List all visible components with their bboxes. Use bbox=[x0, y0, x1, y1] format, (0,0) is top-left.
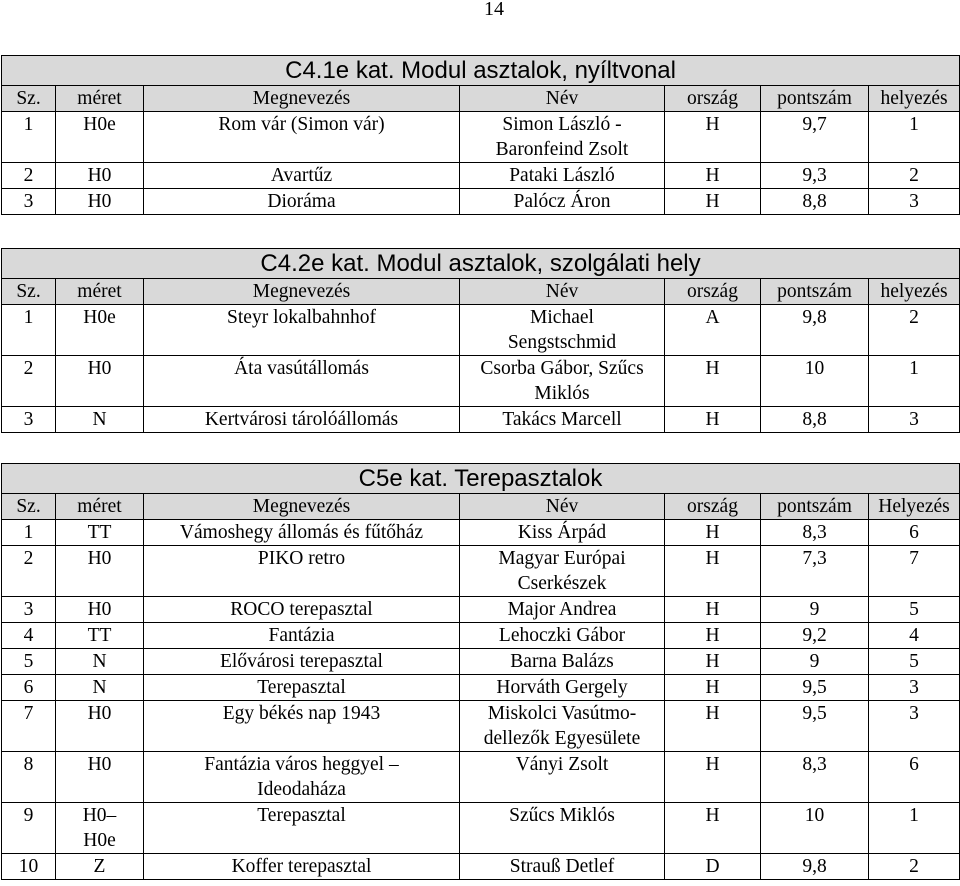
cell-megnevezes bbox=[144, 854, 460, 880]
column-header: Név bbox=[460, 494, 665, 520]
cell-nev-line: Miskolci Vasútmo- bbox=[487, 703, 637, 724]
cell-megnevezes-line: Fantázia bbox=[268, 625, 335, 646]
cell-meret bbox=[56, 803, 144, 854]
column-header: méret bbox=[56, 86, 144, 112]
results-table-c4-2e bbox=[1, 248, 960, 433]
cell-helyezes: 3 bbox=[869, 407, 960, 433]
column-header: helyezés bbox=[869, 279, 960, 305]
cell-pontszam: 8,3 bbox=[761, 752, 869, 803]
cell-megnevezes bbox=[144, 803, 460, 854]
cell-orszag: H bbox=[665, 675, 761, 701]
cell-nev-line: Miklós bbox=[534, 383, 590, 404]
cell-sz: 4 bbox=[2, 623, 56, 649]
column-header: Név bbox=[460, 279, 665, 305]
cell-nev bbox=[460, 356, 665, 407]
cell-helyezes: 3 bbox=[869, 701, 960, 752]
cell-megnevezes-line: Terepasztal bbox=[257, 805, 346, 826]
section-title: C4.1e kat. Modul asztalok, nyíltvonal bbox=[2, 56, 960, 86]
cell-megnevezes bbox=[144, 163, 460, 189]
results-table-c4-1e bbox=[1, 55, 960, 215]
cell-sz: 3 bbox=[2, 597, 56, 623]
cell-megnevezes bbox=[144, 546, 460, 597]
cell-pontszam: 8,8 bbox=[761, 407, 869, 433]
cell-sz: 1 bbox=[2, 305, 56, 356]
cell-orszag: H bbox=[665, 623, 761, 649]
table-row bbox=[2, 189, 960, 215]
table-row bbox=[2, 597, 960, 623]
cell-megnevezes-line: Terepasztal bbox=[257, 677, 346, 698]
column-header: Megnevezés bbox=[144, 279, 460, 305]
cell-pontszam: 9,3 bbox=[761, 163, 869, 189]
cell-meret bbox=[56, 675, 144, 701]
cell-sz: 10 bbox=[2, 854, 56, 880]
cell-helyezes: 3 bbox=[869, 675, 960, 701]
table-row bbox=[2, 803, 960, 854]
column-header: ország bbox=[665, 279, 761, 305]
column-header: Sz. bbox=[2, 86, 56, 112]
cell-sz: 1 bbox=[2, 112, 56, 163]
column-header: méret bbox=[56, 279, 144, 305]
cell-meret-line: Z bbox=[93, 856, 106, 877]
cell-megnevezes bbox=[144, 597, 460, 623]
cell-meret bbox=[56, 623, 144, 649]
cell-pontszam: 7,3 bbox=[761, 546, 869, 597]
cell-sz: 2 bbox=[2, 546, 56, 597]
cell-megnevezes bbox=[144, 305, 460, 356]
cell-megnevezes-line: Ideodaháza bbox=[257, 779, 346, 800]
cell-pontszam: 8,8 bbox=[761, 189, 869, 215]
cell-megnevezes bbox=[144, 407, 460, 433]
cell-orszag: A bbox=[665, 305, 761, 356]
cell-meret bbox=[56, 752, 144, 803]
column-header-row bbox=[2, 494, 960, 520]
cell-meret-line: H0 bbox=[87, 165, 112, 186]
cell-meret bbox=[56, 189, 144, 215]
cell-orszag: H bbox=[665, 752, 761, 803]
column-header: ország bbox=[665, 494, 761, 520]
cell-megnevezes bbox=[144, 112, 460, 163]
cell-megnevezes-line: Áta vasútállomás bbox=[234, 358, 369, 379]
cell-helyezes: 2 bbox=[869, 305, 960, 356]
cell-orszag: H bbox=[665, 520, 761, 546]
table-row bbox=[2, 112, 960, 163]
cell-meret-line: H0 bbox=[87, 703, 112, 724]
table-row bbox=[2, 520, 960, 546]
cell-nev bbox=[460, 163, 665, 189]
cell-nev-line: Takács Marcell bbox=[502, 409, 622, 430]
cell-pontszam: 9,7 bbox=[761, 112, 869, 163]
column-header: Sz. bbox=[2, 494, 56, 520]
cell-helyezes: 2 bbox=[869, 163, 960, 189]
cell-nev bbox=[460, 407, 665, 433]
cell-pontszam: 10 bbox=[761, 356, 869, 407]
cell-megnevezes bbox=[144, 675, 460, 701]
cell-helyezes: 7 bbox=[869, 546, 960, 597]
cell-nev-line: Strauß Detlef bbox=[509, 856, 615, 877]
cell-orszag: H bbox=[665, 189, 761, 215]
table-row bbox=[2, 356, 960, 407]
cell-megnevezes-line: Vámoshegy állomás és fűtőház bbox=[179, 522, 424, 543]
column-header: pontszám bbox=[761, 494, 869, 520]
section-title: C5e kat. Terepasztalok bbox=[2, 464, 960, 494]
cell-megnevezes-line: Kertvárosi tárolóállomás bbox=[204, 409, 399, 430]
cell-orszag: H bbox=[665, 701, 761, 752]
cell-megnevezes-line: Fantázia város heggyel – bbox=[204, 754, 399, 775]
cell-pontszam: 8,3 bbox=[761, 520, 869, 546]
results-table-c5e bbox=[1, 463, 960, 880]
cell-meret-line: H0e bbox=[83, 114, 116, 135]
cell-sz: 9 bbox=[2, 803, 56, 854]
cell-meret-line: TT bbox=[87, 522, 112, 543]
cell-megnevezes-line: Dioráma bbox=[267, 191, 336, 212]
cell-orszag: H bbox=[665, 407, 761, 433]
cell-pontszam: 9,8 bbox=[761, 305, 869, 356]
table-row bbox=[2, 854, 960, 880]
cell-pontszam: 9,5 bbox=[761, 701, 869, 752]
table-row bbox=[2, 623, 960, 649]
table-row bbox=[2, 675, 960, 701]
cell-meret bbox=[56, 597, 144, 623]
cell-nev-line: Horváth Gergely bbox=[496, 677, 628, 698]
cell-helyezes: 5 bbox=[869, 649, 960, 675]
column-header: Sz. bbox=[2, 279, 56, 305]
cell-nev bbox=[460, 305, 665, 356]
cell-sz: 7 bbox=[2, 701, 56, 752]
cell-nev bbox=[460, 623, 665, 649]
cell-nev bbox=[460, 189, 665, 215]
cell-meret-line: H0 bbox=[87, 191, 112, 212]
column-header: helyezés bbox=[869, 86, 960, 112]
cell-meret-line: H0 bbox=[87, 599, 112, 620]
cell-orszag: H bbox=[665, 163, 761, 189]
cell-sz: 5 bbox=[2, 649, 56, 675]
cell-megnevezes-line: ROCO terepasztal bbox=[230, 599, 373, 620]
column-header-row bbox=[2, 279, 960, 305]
cell-pontszam: 9 bbox=[761, 597, 869, 623]
cell-meret-line: H0 bbox=[87, 548, 112, 569]
cell-megnevezes bbox=[144, 752, 460, 803]
table-row bbox=[2, 546, 960, 597]
cell-nev bbox=[460, 112, 665, 163]
cell-meret-line: H0 bbox=[87, 754, 112, 775]
cell-nev-line: Szűcs Miklós bbox=[509, 805, 615, 826]
cell-orszag: H bbox=[665, 803, 761, 854]
cell-megnevezes-line: Egy békés nap 1943 bbox=[222, 703, 381, 724]
column-header: Helyezés bbox=[869, 494, 960, 520]
cell-helyezes: 6 bbox=[869, 520, 960, 546]
cell-orszag: H bbox=[665, 597, 761, 623]
section-title-row bbox=[2, 249, 960, 279]
table-row bbox=[2, 649, 960, 675]
cell-meret-line: H0– bbox=[82, 805, 117, 826]
cell-helyezes: 1 bbox=[869, 112, 960, 163]
cell-nev-line: Michael bbox=[530, 307, 594, 328]
section-title-row bbox=[2, 56, 960, 86]
cell-meret-line: H0e bbox=[83, 830, 116, 851]
cell-helyezes: 6 bbox=[869, 752, 960, 803]
cell-nev-line: Cserkészek bbox=[517, 573, 607, 594]
cell-meret-line: H0e bbox=[83, 307, 116, 328]
cell-sz: 3 bbox=[2, 407, 56, 433]
cell-helyezes: 1 bbox=[869, 356, 960, 407]
cell-nev-line: Magyar Európai bbox=[498, 548, 626, 569]
column-header: pontszám bbox=[761, 279, 869, 305]
cell-nev bbox=[460, 649, 665, 675]
cell-nev-line: Major Andrea bbox=[507, 599, 617, 620]
cell-nev bbox=[460, 803, 665, 854]
table-row bbox=[2, 305, 960, 356]
cell-helyezes: 5 bbox=[869, 597, 960, 623]
cell-meret-line: N bbox=[92, 677, 107, 698]
cell-meret bbox=[56, 407, 144, 433]
table-row bbox=[2, 163, 960, 189]
page-number: 14 bbox=[484, 0, 504, 20]
cell-nev bbox=[460, 546, 665, 597]
column-header: ország bbox=[665, 86, 761, 112]
cell-nev-line: Palócz Áron bbox=[513, 191, 611, 212]
cell-pontszam: 9,5 bbox=[761, 675, 869, 701]
cell-meret bbox=[56, 356, 144, 407]
cell-helyezes: 3 bbox=[869, 189, 960, 215]
cell-megnevezes bbox=[144, 189, 460, 215]
cell-nev-line: Simon László - bbox=[502, 114, 622, 135]
cell-sz: 6 bbox=[2, 675, 56, 701]
cell-nev bbox=[460, 752, 665, 803]
cell-orszag: D bbox=[665, 854, 761, 880]
cell-meret bbox=[56, 112, 144, 163]
column-header: Megnevezés bbox=[144, 494, 460, 520]
cell-meret bbox=[56, 305, 144, 356]
cell-nev bbox=[460, 520, 665, 546]
cell-nev-line: Csorba Gábor, Szűcs bbox=[480, 358, 644, 379]
cell-sz: 3 bbox=[2, 189, 56, 215]
cell-nev-line: Kiss Árpád bbox=[517, 522, 607, 543]
cell-nev-line: Lehoczki Gábor bbox=[498, 625, 626, 646]
cell-megnevezes-line: Koffer terepasztal bbox=[231, 856, 372, 877]
cell-megnevezes-line: Avartűz bbox=[270, 165, 333, 186]
cell-nev bbox=[460, 597, 665, 623]
cell-megnevezes-line: Steyr lokalbahnhof bbox=[227, 307, 376, 328]
cell-meret bbox=[56, 701, 144, 752]
cell-nev-line: Sengstschmid bbox=[507, 332, 617, 353]
cell-nev bbox=[460, 675, 665, 701]
cell-nev bbox=[460, 701, 665, 752]
cell-orszag: H bbox=[665, 546, 761, 597]
cell-pontszam: 9,2 bbox=[761, 623, 869, 649]
column-header: Megnevezés bbox=[144, 86, 460, 112]
column-header: Név bbox=[460, 86, 665, 112]
cell-nev-line: Baronfeind Zsolt bbox=[495, 139, 629, 160]
cell-pontszam: 10 bbox=[761, 803, 869, 854]
cell-sz: 1 bbox=[2, 520, 56, 546]
cell-meret-line: N bbox=[92, 651, 107, 672]
cell-nev-line: Pataki László bbox=[509, 165, 615, 186]
cell-nev-line: Barna Balázs bbox=[510, 651, 614, 672]
cell-helyezes: 4 bbox=[869, 623, 960, 649]
cell-nev-line: dellezők Egyesülete bbox=[483, 728, 641, 749]
cell-nev bbox=[460, 854, 665, 880]
column-header: méret bbox=[56, 494, 144, 520]
cell-megnevezes bbox=[144, 356, 460, 407]
cell-meret bbox=[56, 546, 144, 597]
cell-megnevezes-line: PIKO retro bbox=[257, 548, 346, 569]
cell-sz: 2 bbox=[2, 163, 56, 189]
cell-megnevezes bbox=[144, 520, 460, 546]
cell-orszag: H bbox=[665, 649, 761, 675]
cell-helyezes: 1 bbox=[869, 803, 960, 854]
column-header-row bbox=[2, 86, 960, 112]
cell-orszag: H bbox=[665, 112, 761, 163]
cell-pontszam: 9 bbox=[761, 649, 869, 675]
cell-megnevezes bbox=[144, 623, 460, 649]
cell-helyezes: 2 bbox=[869, 854, 960, 880]
cell-megnevezes bbox=[144, 701, 460, 752]
cell-meret-line: TT bbox=[87, 625, 112, 646]
cell-meret bbox=[56, 163, 144, 189]
cell-meret-line: N bbox=[92, 409, 107, 430]
cell-pontszam: 9,8 bbox=[761, 854, 869, 880]
cell-meret bbox=[56, 520, 144, 546]
cell-meret-line: H0 bbox=[87, 358, 112, 379]
section-title: C4.2e kat. Modul asztalok, szolgálati hely bbox=[2, 249, 960, 279]
table-row bbox=[2, 701, 960, 752]
cell-nev-line: Ványi Zsolt bbox=[515, 754, 609, 775]
cell-megnevezes bbox=[144, 649, 460, 675]
table-row bbox=[2, 407, 960, 433]
cell-sz: 8 bbox=[2, 752, 56, 803]
section-title-row bbox=[2, 464, 960, 494]
table-row bbox=[2, 752, 960, 803]
cell-megnevezes-line: Rom vár (Simon vár) bbox=[218, 114, 385, 135]
cell-meret bbox=[56, 649, 144, 675]
cell-megnevezes-line: Elővárosi terepasztal bbox=[220, 651, 383, 672]
column-header: pontszám bbox=[761, 86, 869, 112]
cell-orszag: H bbox=[665, 356, 761, 407]
cell-meret bbox=[56, 854, 144, 880]
cell-sz: 2 bbox=[2, 356, 56, 407]
